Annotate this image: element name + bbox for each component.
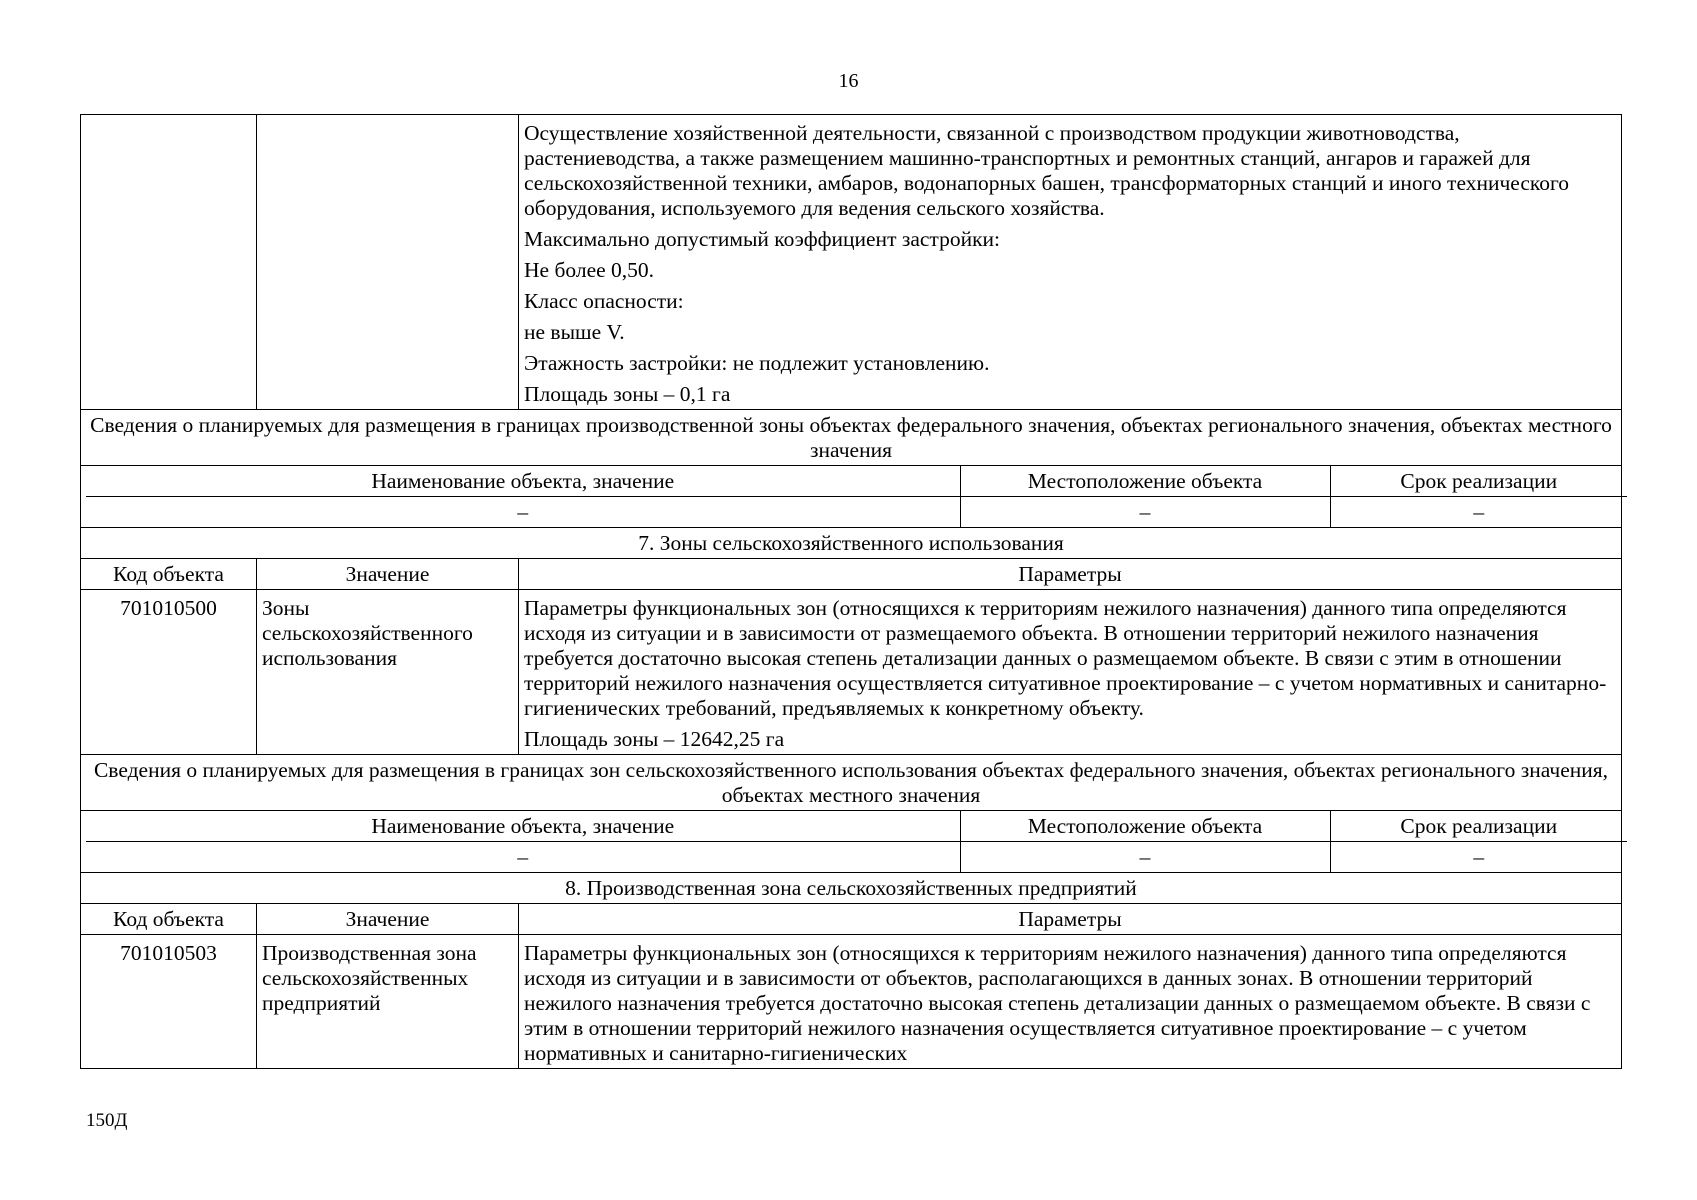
zone-value: Производственная зона сельскохозяйственных предприятий [257,935,519,1069]
continuation-paragraph: Не более 0,50. [524,258,655,282]
col-header-value: Значение [257,559,519,590]
continuation-paragraph: Площадь зоны – 0,1 га [524,382,731,406]
planned-objects-header-row [81,755,1622,811]
col-header-code: Код объекта [81,904,257,935]
section-title: 8. Производственная зона сельскохозяйственных предприятий [81,873,1622,904]
planned-objects-cell [81,466,1622,528]
object-name-value: – [86,497,960,528]
col-object-location: Местоположение объекта [960,466,1330,497]
page-number: 16 [838,70,859,92]
document-code: 150Д [86,1110,128,1131]
continuation-value-cell [257,115,519,410]
col-header-params: Параметры [519,904,1622,935]
zone-params [519,590,1622,755]
object-location-value: – [960,497,1330,528]
planned-objects-table [86,811,1627,872]
zone-params-text: Параметры функциональных зон (относящихся к территориям нежилого назначения) данного типа определяются исходя из ситуации и в зависимости от размещаемого объекта. В отношении территорий нежилого назначения требуется достаточно высокая степень детализации данных о размещаемом объекте. В связи с этим в отношении территорий нежилого назначения осуществляется ситуативное проектирование – с учетом нормативных и санитарно-гигиенических требований, предъявляемых к конкретному объекту. [524,596,1607,720]
col-header-params: Параметры [519,559,1622,590]
planned-objects-header: Сведения о планируемых для размещения в границах зон сельскохозяйственного использования объектах федерального значения, объектах регионального значения, объектах местного значения [81,755,1622,811]
object-term-value: – [1330,842,1627,873]
continuation-paragraph: Максимально допустимый коэффициент застройки: [524,227,1001,251]
continuation-code-cell [81,115,257,410]
zone-row [81,935,1622,1069]
zone-params-text: Параметры функциональных зон (относящихся к территориям нежилого назначения) данного типа определяются исходя из ситуации и в зависимости от объектов, располагающихся в данных зонах. В отношении территорий нежилого назначения требуется достаточно высокая степень детализации данных о размещаемом объекте. В связи с этим в отношении территорий нежилого назначения осуществляется ситуативное проектирование – с учетом нормативных и санитарно-гигиенических [524,941,1591,1065]
column-header-row [81,559,1622,590]
planned-objects-table [86,466,1627,527]
planned-objects-header-row [81,410,1622,466]
continuation-paragraph: Класс опасности: [524,289,684,313]
zone-params [519,935,1622,1069]
col-object-term: Срок реализации [1400,814,1558,838]
col-header-value: Значение [257,904,519,935]
continuation-params-cell [519,115,1622,410]
column-header-row [81,904,1622,935]
planned-objects-table-row [81,811,1622,873]
zones-table [80,114,1622,1069]
planned-objects-cell [81,811,1622,873]
zone-value: Зоны сельскохозяйственного использования [257,590,519,755]
col-object-name: Наименование объекта, значение [86,466,960,497]
section-title: 7. Зоны сельскохозяйственного использования [81,528,1622,559]
continuation-row [81,115,1622,410]
object-name-value: – [86,842,960,873]
continuation-paragraph: Осуществление хозяйственной деятельности, связанной с производством продукции животноводства, растениеводства, а также размещением машинно-транспортных и ремонтных станций, ангаров и гаражей для сельскохозяйственной техники, амбаров, водонапорных башен, трансформаторных станций и иного технического оборудования, используемого для ведения сельского хозяйства. [524,121,1570,220]
section-title-row [81,528,1622,559]
section-title-row [81,873,1622,904]
zone-code: 701010503 [81,935,257,1069]
zone-area: Площадь зоны – 12642,25 га [524,727,785,751]
col-object-name: Наименование объекта, значение [86,811,960,842]
object-location-value: – [960,842,1330,873]
zone-row [81,590,1622,755]
planned-objects-header: Сведения о планируемых для размещения в границах производственной зоны объектах федерального значения, объектах регионального значения, объектах местного значения [81,410,1622,466]
continuation-paragraph: Этажность застройки: не подлежит установлению. [524,351,990,375]
zone-code: 701010500 [81,590,257,755]
col-object-term: Срок реализации [1400,469,1558,493]
planned-objects-table-row [81,466,1622,528]
object-term-value: – [1330,497,1627,528]
continuation-paragraph: не выше V. [524,320,625,344]
col-header-code: Код объекта [81,559,257,590]
col-object-location: Местоположение объекта [960,811,1330,842]
